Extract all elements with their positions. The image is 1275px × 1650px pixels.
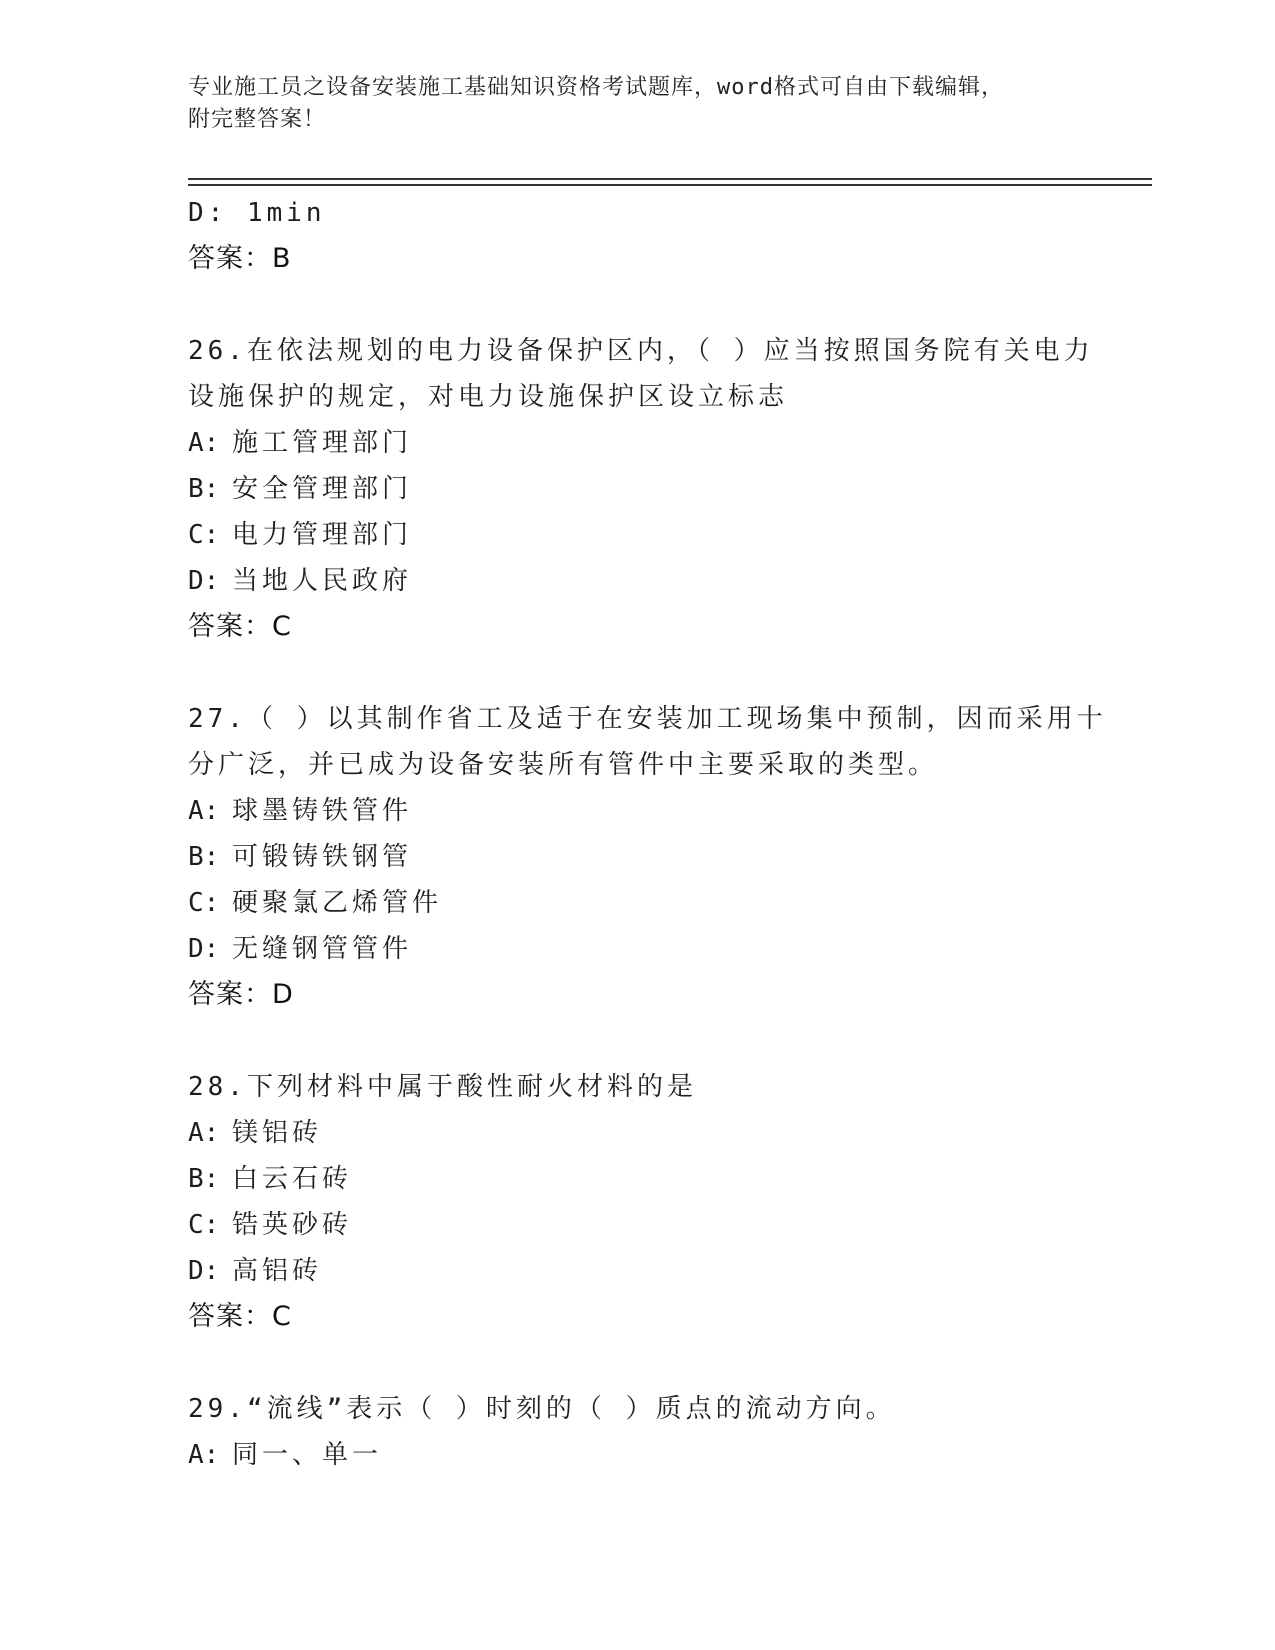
document-header [188, 72, 1088, 136]
option-label: B: [188, 474, 220, 504]
question-stem-line: 26.在依法规划的电力设备保护区内，（ ）应当按照国务院有关电力 [188, 336, 1094, 366]
option-c [188, 1202, 1088, 1248]
answer: 答案：C [188, 611, 292, 642]
header-divider-bottom [188, 184, 1152, 186]
answer-continued: 答案：B [188, 243, 292, 274]
option-text: 白云石砖 [232, 1164, 353, 1194]
option-text: 镁铝砖 [232, 1118, 323, 1148]
option-a [188, 788, 1088, 834]
header-divider-top [188, 178, 1152, 180]
option-label: A: [188, 1440, 220, 1470]
option-text: 同一、单一 [232, 1440, 383, 1470]
option-label: C: [188, 888, 220, 918]
option-text: 当地人民政府 [232, 566, 413, 596]
question-28 [188, 1064, 1088, 1340]
option-text: 硬聚氯乙烯管件 [232, 888, 443, 918]
question-stem-line: 27.（ ）以其制作省工及适于在安装加工现场集中预制，因而采用十 [188, 704, 1107, 734]
option-label: A: [188, 796, 220, 826]
question-stem-line: 28.下列材料中属于酸性耐火材料的是 [188, 1072, 697, 1102]
option-c [188, 512, 1088, 558]
header-line-1: 专业施工员之设备安装施工基础知识资格考试题库，word格式可自由下载编辑， [188, 75, 1004, 100]
spacer [188, 650, 1088, 696]
spacer [188, 282, 1088, 328]
question-27 [188, 696, 1107, 1018]
question-29 [188, 1386, 1088, 1478]
option-text: 电力管理部门 [232, 520, 413, 550]
spacer [188, 1340, 1088, 1386]
option-a [188, 420, 1088, 466]
header-line-2: 附完整答案！ [188, 107, 327, 132]
option-text: 施工管理部门 [232, 428, 413, 458]
question-26 [188, 328, 1094, 650]
answer: 答案：D [188, 979, 294, 1010]
question-list [188, 190, 1107, 1478]
option-b [188, 1156, 1088, 1202]
option-label: D: [188, 566, 220, 596]
option-d-continued: D: 1min [188, 198, 326, 228]
option-a [188, 1110, 1088, 1156]
option-text: 高铝砖 [232, 1256, 323, 1286]
option-b [188, 834, 1088, 880]
option-label: A: [188, 428, 220, 458]
option-label: B: [188, 1164, 220, 1194]
option-c [188, 880, 1088, 926]
option-text: 安全管理部门 [232, 474, 413, 504]
option-text: 球墨铸铁管件 [232, 796, 413, 826]
option-a [188, 1432, 1088, 1478]
answer: 答案：C [188, 1301, 292, 1332]
option-d [188, 558, 1088, 604]
question-stem-line: 分广泛，并已成为设备安装所有管件中主要采取的类型。 [188, 750, 939, 780]
question-stem-line: 29.“流线”表示（ ）时刻的（ ）质点的流动方向。 [188, 1394, 896, 1424]
option-label: D: [188, 1256, 220, 1286]
option-d [188, 926, 1088, 972]
question-stem-line: 设施保护的规定，对电力设施保护区设立标志 [188, 382, 789, 412]
option-text: 锆英砂砖 [232, 1210, 353, 1240]
option-text: 可锻铸铁钢管 [232, 842, 413, 872]
option-d [188, 1248, 1088, 1294]
option-text: 无缝钢管管件 [232, 934, 413, 964]
option-label: A: [188, 1118, 220, 1148]
option-label: C: [188, 520, 220, 550]
option-label: D: [188, 934, 220, 964]
spacer [188, 1018, 1088, 1064]
option-label: B: [188, 842, 220, 872]
option-label: C: [188, 1210, 220, 1240]
option-b [188, 466, 1088, 512]
